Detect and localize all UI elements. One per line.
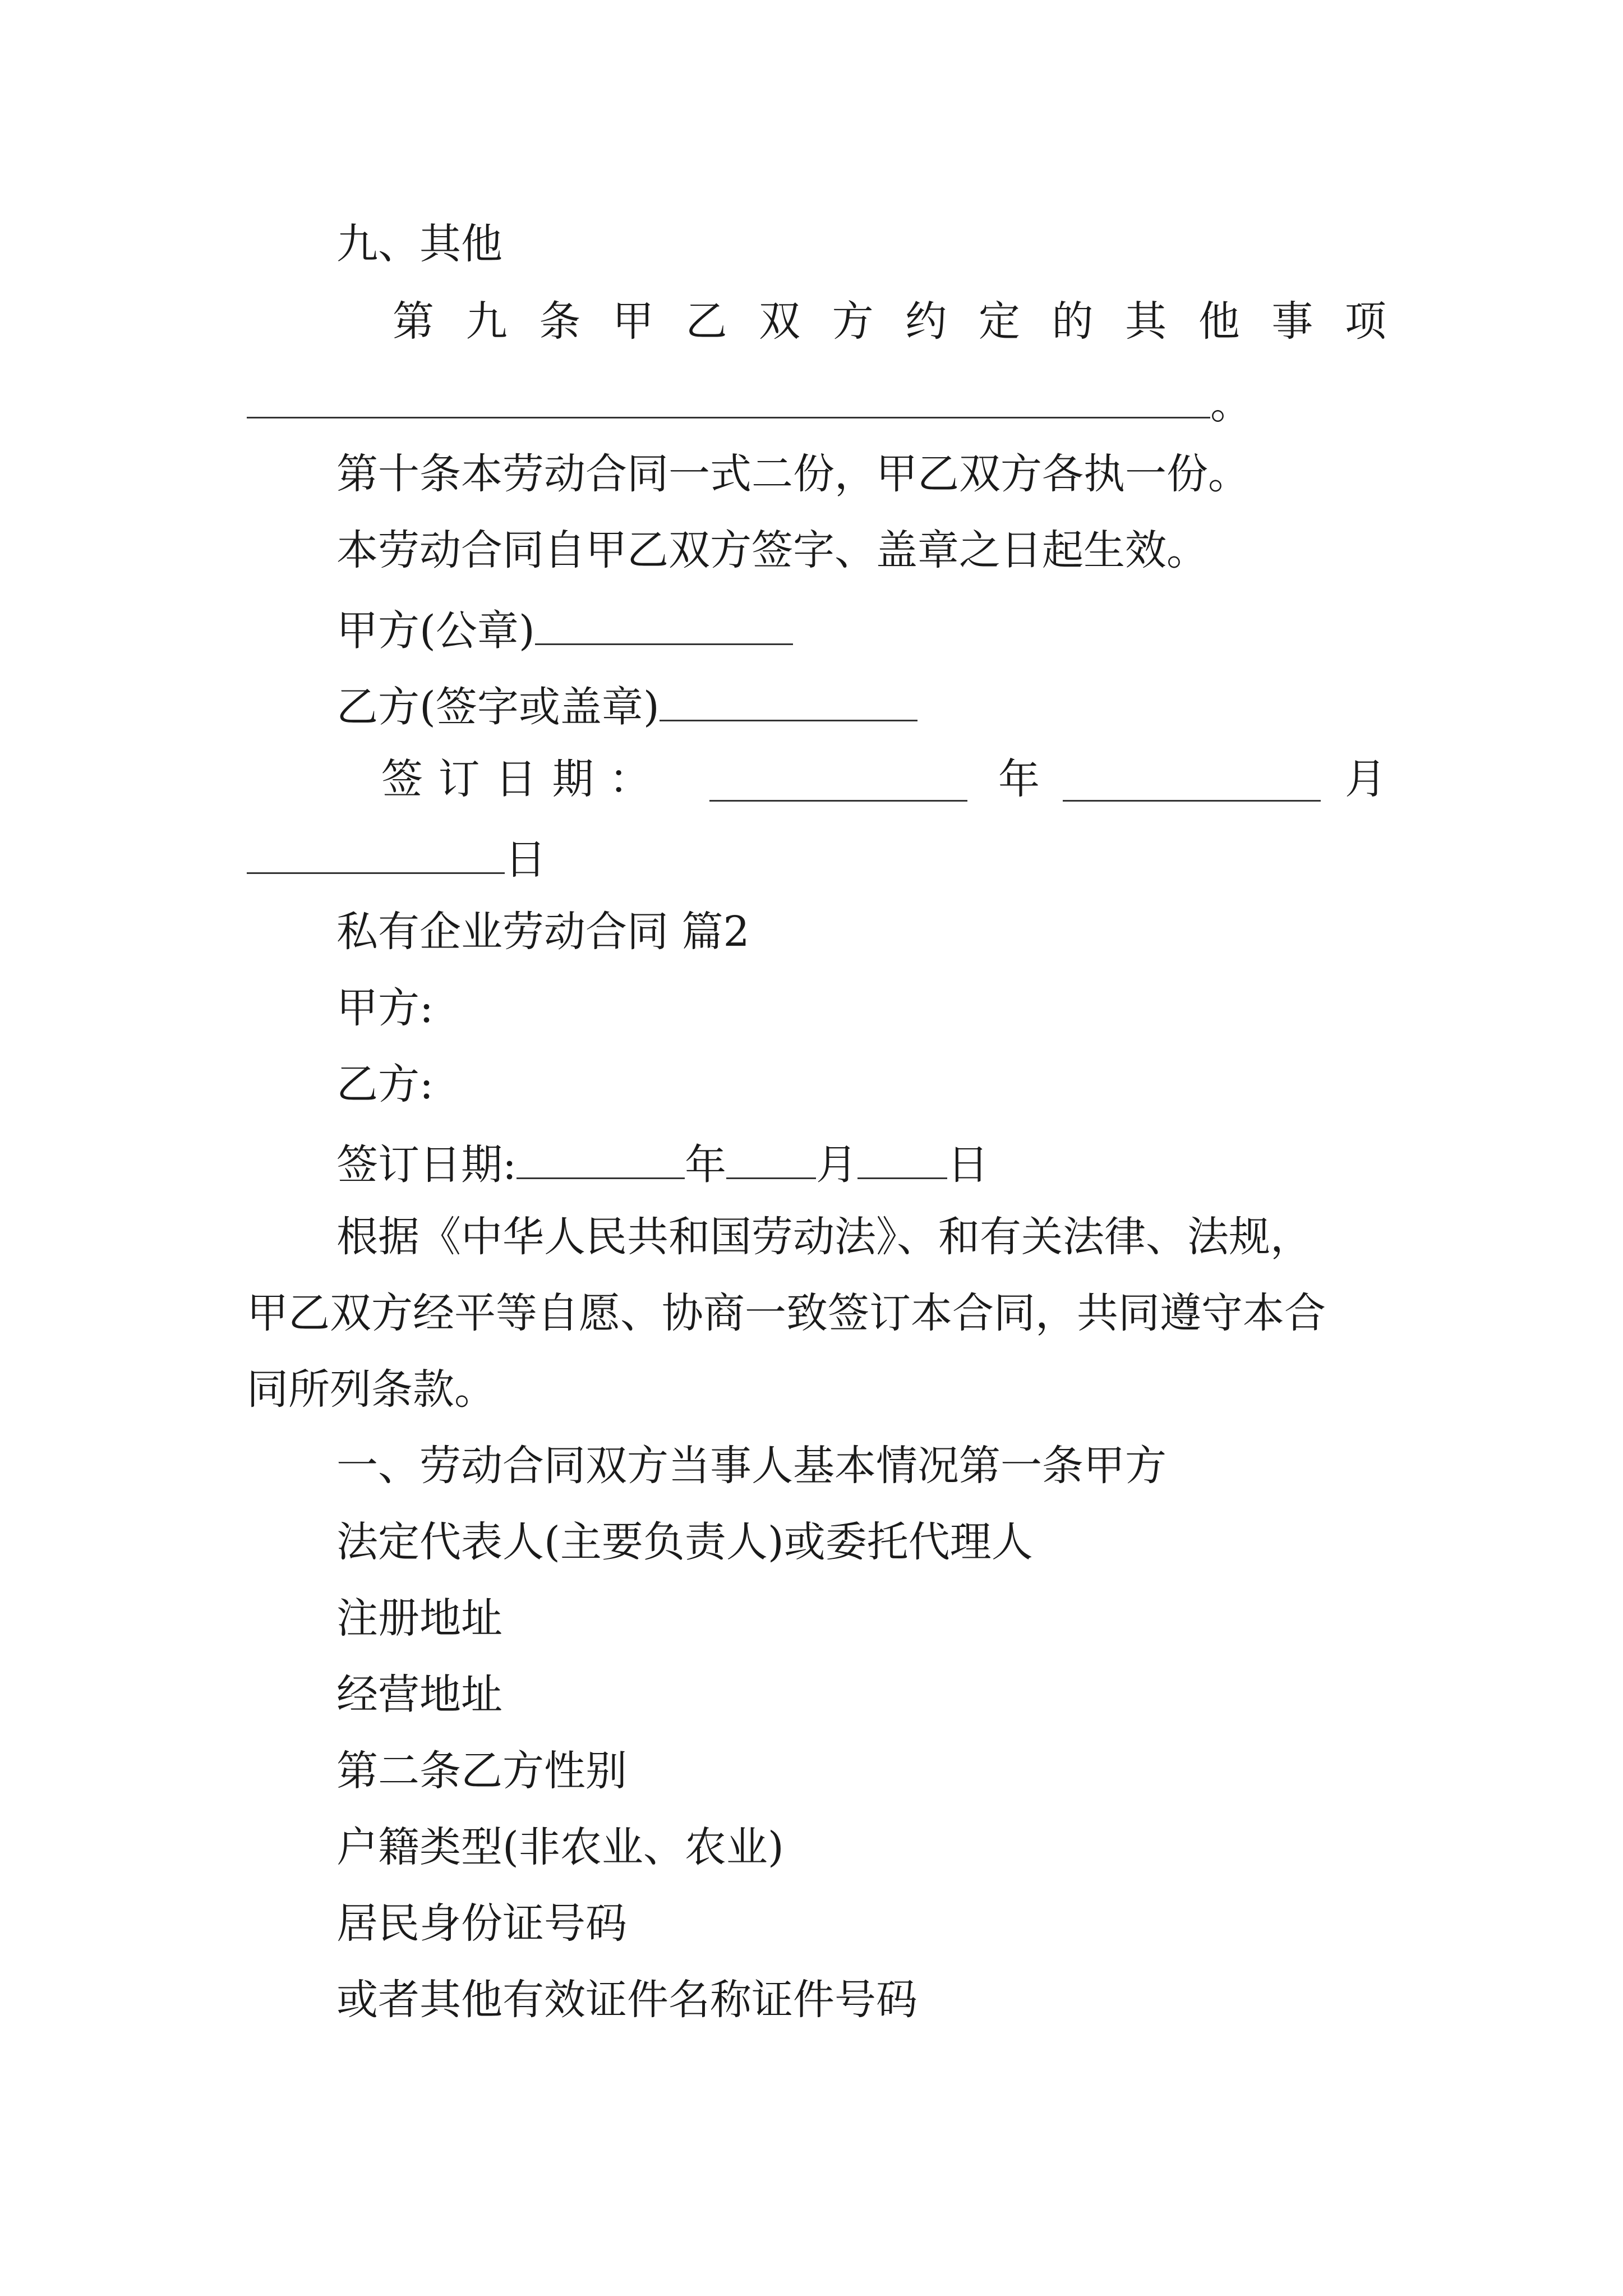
day-blank-2 xyxy=(857,1140,947,1179)
article-9-char: 乙 xyxy=(685,297,727,346)
party-a-seal-label: 甲方(公章) xyxy=(336,606,535,655)
article-9-char: 甲 xyxy=(612,297,654,346)
other-id-document: 或者其他有效证件名称证件号码 xyxy=(336,1976,917,2024)
section-9-heading: 九、其他 xyxy=(336,220,502,268)
legal-representative: 法定代表人(主要负责人)或委托代理人 xyxy=(336,1518,1033,1566)
article-9-char: 项 xyxy=(1344,297,1386,346)
article-9-char: 的 xyxy=(1052,297,1094,346)
article-9-char: 双 xyxy=(759,297,801,346)
intro-paragraph-line-3: 同所列条款。 xyxy=(247,1365,496,1414)
business-address: 经营地址 xyxy=(336,1671,502,1719)
signing-date-char: ： xyxy=(609,755,651,803)
fill-in-blank xyxy=(247,379,1210,418)
signing-date-label-2: 签订日期: xyxy=(336,1140,517,1189)
party-b-sign-line xyxy=(336,682,917,731)
article-9-char: 第 xyxy=(393,297,434,346)
party-a-seal-line xyxy=(336,606,793,655)
article-9-char: 方 xyxy=(832,297,874,346)
registered-address: 注册地址 xyxy=(336,1594,502,1642)
signing-date-label xyxy=(381,755,651,803)
article-9-char: 事 xyxy=(1271,297,1313,346)
id-card-number: 居民身份证号码 xyxy=(336,1899,627,1948)
article-9-blank-line xyxy=(247,379,1252,429)
article-9-char: 定 xyxy=(978,297,1020,346)
signing-date-char: 签 xyxy=(381,755,423,803)
signing-date-char: 订 xyxy=(438,755,480,803)
article-9-char: 九 xyxy=(465,297,508,346)
effective-clause: 本劳动合同自甲乙双方签字、盖章之日起生效。 xyxy=(336,526,1208,574)
intro-paragraph-line-2: 甲乙双方经平等自愿、协商一致签订本合同，共同遵守本合 xyxy=(247,1289,1326,1337)
day-label: 日 xyxy=(505,835,546,884)
contract-title-2: 私有企业劳动合同 篇2 xyxy=(336,908,750,956)
article-2: 第二条乙方性别 xyxy=(336,1747,627,1795)
signing-day-blank xyxy=(247,835,505,874)
party-b-label: 乙方: xyxy=(336,1060,434,1108)
signing-date-char: 日 xyxy=(495,755,537,803)
article-9-text xyxy=(393,297,1386,346)
year-blank-2 xyxy=(517,1140,685,1179)
article-9-char: 约 xyxy=(905,297,947,346)
month-label-2: 月 xyxy=(815,1140,857,1189)
signing-year-blank xyxy=(709,800,967,802)
article-9-char: 其 xyxy=(1125,297,1167,346)
year-label: 年 xyxy=(998,755,1040,803)
article-10: 第十条本劳动合同一式二份，甲乙双方各执一份。 xyxy=(336,450,1249,498)
article-9-period: 。 xyxy=(1210,380,1252,429)
party-a-seal-blank xyxy=(535,606,793,645)
party-b-sign-label: 乙方(签字或盖章) xyxy=(336,683,660,731)
month-label: 月 xyxy=(1345,755,1386,803)
intro-paragraph-line-1: 根据《中华人民共和国劳动法》、和有关法律、法规， xyxy=(336,1213,1312,1261)
month-blank-2 xyxy=(726,1140,816,1179)
article-9-char: 条 xyxy=(539,297,581,346)
signing-date-line-2 xyxy=(336,1140,989,1189)
signing-month-blank xyxy=(1063,800,1321,802)
party-b-sign-blank xyxy=(660,682,917,721)
year-label-2: 年 xyxy=(684,1140,726,1189)
signing-day-line xyxy=(247,835,546,884)
party-a-label: 甲方: xyxy=(336,984,434,1032)
hukou-type: 户籍类型(非农业、农业) xyxy=(336,1823,784,1871)
day-label-2: 日 xyxy=(947,1140,989,1189)
section-1-heading: 一、劳动合同双方当事人基本情况第一条甲方 xyxy=(336,1442,1166,1490)
signing-date-char: 期 xyxy=(552,755,594,803)
article-9-char: 他 xyxy=(1198,297,1240,346)
